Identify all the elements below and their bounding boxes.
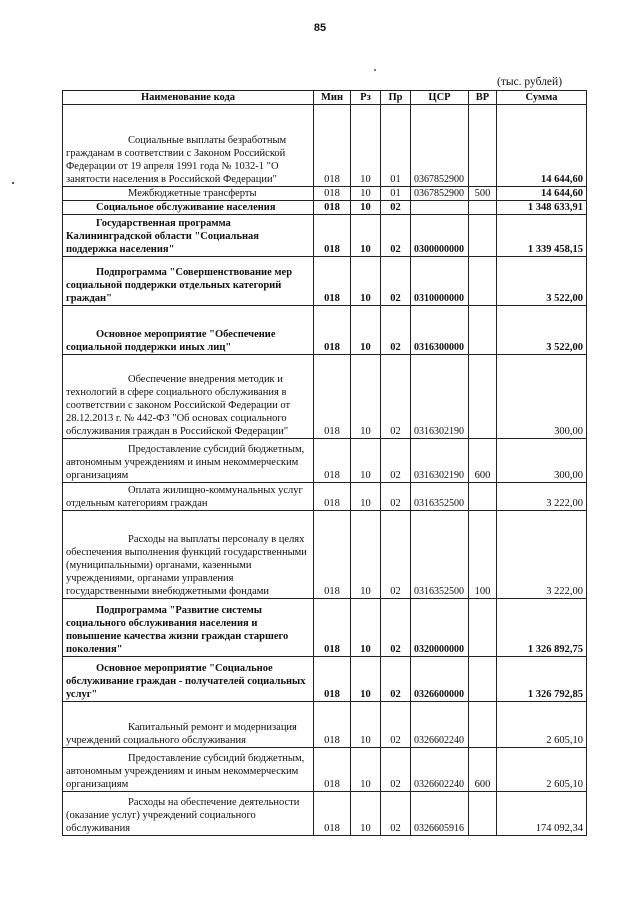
row-name: Межбюджетные трансферты [128, 188, 257, 199]
row-vr [469, 599, 497, 657]
table-row [63, 257, 587, 306]
row-rz: 10 [351, 599, 381, 657]
row-sum: 2 605,10 [497, 702, 587, 748]
row-sum: 300,00 [497, 355, 587, 439]
row-csr: 0367852900 [411, 105, 469, 187]
row-sum: 300,00 [497, 439, 587, 483]
row-csr: 0326605916 [411, 792, 469, 836]
row-rz: 10 [351, 215, 381, 257]
row-min: 018 [314, 599, 351, 657]
row-name: Расходы на обеспечение деятельности (оказание услуг) учреждений социального обслуживания [66, 797, 300, 834]
scan-speck [374, 69, 376, 71]
row-sum: 3 522,00 [497, 306, 587, 355]
row-pr: 02 [381, 439, 411, 483]
row-vr: 100 [469, 511, 497, 599]
row-pr: 01 [381, 187, 411, 201]
row-sum: 1 339 458,15 [497, 215, 587, 257]
row-rz: 10 [351, 483, 381, 511]
row-name: Капитальный ремонт и модернизация учреждений социального обслуживания [66, 722, 297, 746]
scan-speck [12, 182, 14, 184]
row-name: Основное мероприятие "Социальное обслуживание граждан - получателей социальных услуг" [66, 663, 306, 700]
row-name: Обеспечение внедрения методик и технологий в сфере социального обслуживания в соответствии с законом Российской Федерации от 28.12.2013 г. № 442-ФЗ "Об основах социального обслуживания граждан в Российской Федерации" [66, 374, 291, 437]
row-name: Предоставление субсидий бюджетным, автономным учреждениям и иным некоммерческим организациям [66, 753, 305, 790]
table-row [63, 105, 587, 187]
row-name: Подпрограмма "Совершенствование мер социальной поддержки отдельных категорий граждан" [66, 267, 293, 304]
table-row [63, 483, 587, 511]
row-rz: 10 [351, 355, 381, 439]
row-min: 018 [314, 187, 351, 201]
row-rz: 10 [351, 306, 381, 355]
header-csr: ЦСР [411, 91, 469, 105]
table-row [63, 201, 587, 215]
row-csr: 0316352500 [411, 483, 469, 511]
row-rz: 10 [351, 105, 381, 187]
row-sum: 2 605,10 [497, 748, 587, 792]
row-vr [469, 792, 497, 836]
row-pr: 02 [381, 702, 411, 748]
row-pr: 02 [381, 511, 411, 599]
row-min: 018 [314, 201, 351, 215]
row-vr: 500 [469, 187, 497, 201]
row-sum: 14 644,60 [497, 187, 587, 201]
row-min: 018 [314, 257, 351, 306]
budget-table [62, 90, 587, 836]
row-name: Предоставление субсидий бюджетным, автономным учреждениям и иным некоммерческим организациям [66, 444, 305, 481]
row-pr: 02 [381, 599, 411, 657]
header-pr: Пр [381, 91, 411, 105]
row-vr [469, 702, 497, 748]
row-csr: 0326602240 [411, 702, 469, 748]
row-pr: 02 [381, 201, 411, 215]
row-pr: 02 [381, 355, 411, 439]
row-min: 018 [314, 439, 351, 483]
row-csr: 0300000000 [411, 215, 469, 257]
row-csr: 0320000000 [411, 599, 469, 657]
row-csr: 0316302190 [411, 355, 469, 439]
row-name: Государственная программа Калининградской области "Социальная поддержка населения" [66, 218, 259, 255]
row-pr: 02 [381, 483, 411, 511]
table-row [63, 792, 587, 836]
row-pr: 02 [381, 792, 411, 836]
row-min: 018 [314, 657, 351, 702]
row-csr: 0316300000 [411, 306, 469, 355]
table-row [63, 702, 587, 748]
row-min: 018 [314, 792, 351, 836]
row-vr [469, 201, 497, 215]
row-sum: 1 326 892,75 [497, 599, 587, 657]
row-vr: 600 [469, 748, 497, 792]
table-header-row [63, 91, 587, 105]
row-min: 018 [314, 215, 351, 257]
row-vr [469, 657, 497, 702]
row-sum: 3 522,00 [497, 257, 587, 306]
row-rz: 10 [351, 257, 381, 306]
row-min: 018 [314, 511, 351, 599]
row-pr: 02 [381, 657, 411, 702]
row-csr: 0310000000 [411, 257, 469, 306]
units-label: (тыс. рублей) [497, 76, 563, 88]
row-min: 018 [314, 483, 351, 511]
table-row [63, 215, 587, 257]
row-name: Социальное обслуживание населения [96, 202, 276, 213]
row-min: 018 [314, 105, 351, 187]
row-min: 018 [314, 355, 351, 439]
table-row [63, 748, 587, 792]
row-vr [469, 355, 497, 439]
table-row [63, 657, 587, 702]
table-row [63, 599, 587, 657]
row-vr: 600 [469, 439, 497, 483]
row-rz: 10 [351, 702, 381, 748]
row-rz: 10 [351, 511, 381, 599]
header-name: Наименование кода [63, 91, 314, 105]
row-pr: 02 [381, 748, 411, 792]
row-csr: 0326602240 [411, 748, 469, 792]
row-vr [469, 483, 497, 511]
row-pr: 02 [381, 306, 411, 355]
table-row [63, 511, 587, 599]
row-pr: 02 [381, 215, 411, 257]
row-min: 018 [314, 306, 351, 355]
row-csr: 0316302190 [411, 439, 469, 483]
table-row [63, 187, 587, 201]
row-min: 018 [314, 702, 351, 748]
row-name: Основное мероприятие "Обеспечение социальной поддержки иных лиц" [66, 329, 276, 353]
row-csr: 0326600000 [411, 657, 469, 702]
row-sum: 3 222,00 [497, 511, 587, 599]
row-sum: 174 092,34 [497, 792, 587, 836]
row-sum: 3 222,00 [497, 483, 587, 511]
row-sum: 1 326 792,85 [497, 657, 587, 702]
header-sum: Сумма [497, 91, 587, 105]
row-pr: 02 [381, 257, 411, 306]
row-name: Оплата жилищно-коммунальных услуг отдельным категориям граждан [66, 485, 303, 509]
row-name: Расходы на выплаты персоналу в целях обеспечения выполнения функций государственными (муниципальными) органами, казенными учреждениями, органами управления государственными внебюджетными фондами [66, 534, 307, 597]
row-pr: 01 [381, 105, 411, 187]
table-row [63, 439, 587, 483]
header-rz: Рз [351, 91, 381, 105]
row-name: Подпрограмма "Развитие системы социального обслуживания населения и повышение качества жизни граждан старшего поколения" [66, 605, 289, 655]
row-csr [411, 201, 469, 215]
row-vr [469, 306, 497, 355]
row-vr [469, 105, 497, 187]
row-rz: 10 [351, 439, 381, 483]
header-vr: ВР [469, 91, 497, 105]
table-row [63, 355, 587, 439]
row-rz: 10 [351, 187, 381, 201]
row-rz: 10 [351, 792, 381, 836]
row-sum: 14 644,60 [497, 105, 587, 187]
row-sum: 1 348 633,91 [497, 201, 587, 215]
row-csr: 0367852900 [411, 187, 469, 201]
row-rz: 10 [351, 201, 381, 215]
page-number: 85 [313, 22, 327, 34]
row-vr [469, 215, 497, 257]
row-vr [469, 257, 497, 306]
row-rz: 10 [351, 657, 381, 702]
row-rz: 10 [351, 748, 381, 792]
row-csr: 0316352500 [411, 511, 469, 599]
row-min: 018 [314, 748, 351, 792]
table-row [63, 306, 587, 355]
header-min: Мин [314, 91, 351, 105]
row-name: Социальные выплаты безработным гражданам в соответствии с Законом Российской Федерации от 19 апреля 1991 года № 1032-1 "О занятости населения в Российской Федерации" [66, 135, 287, 185]
